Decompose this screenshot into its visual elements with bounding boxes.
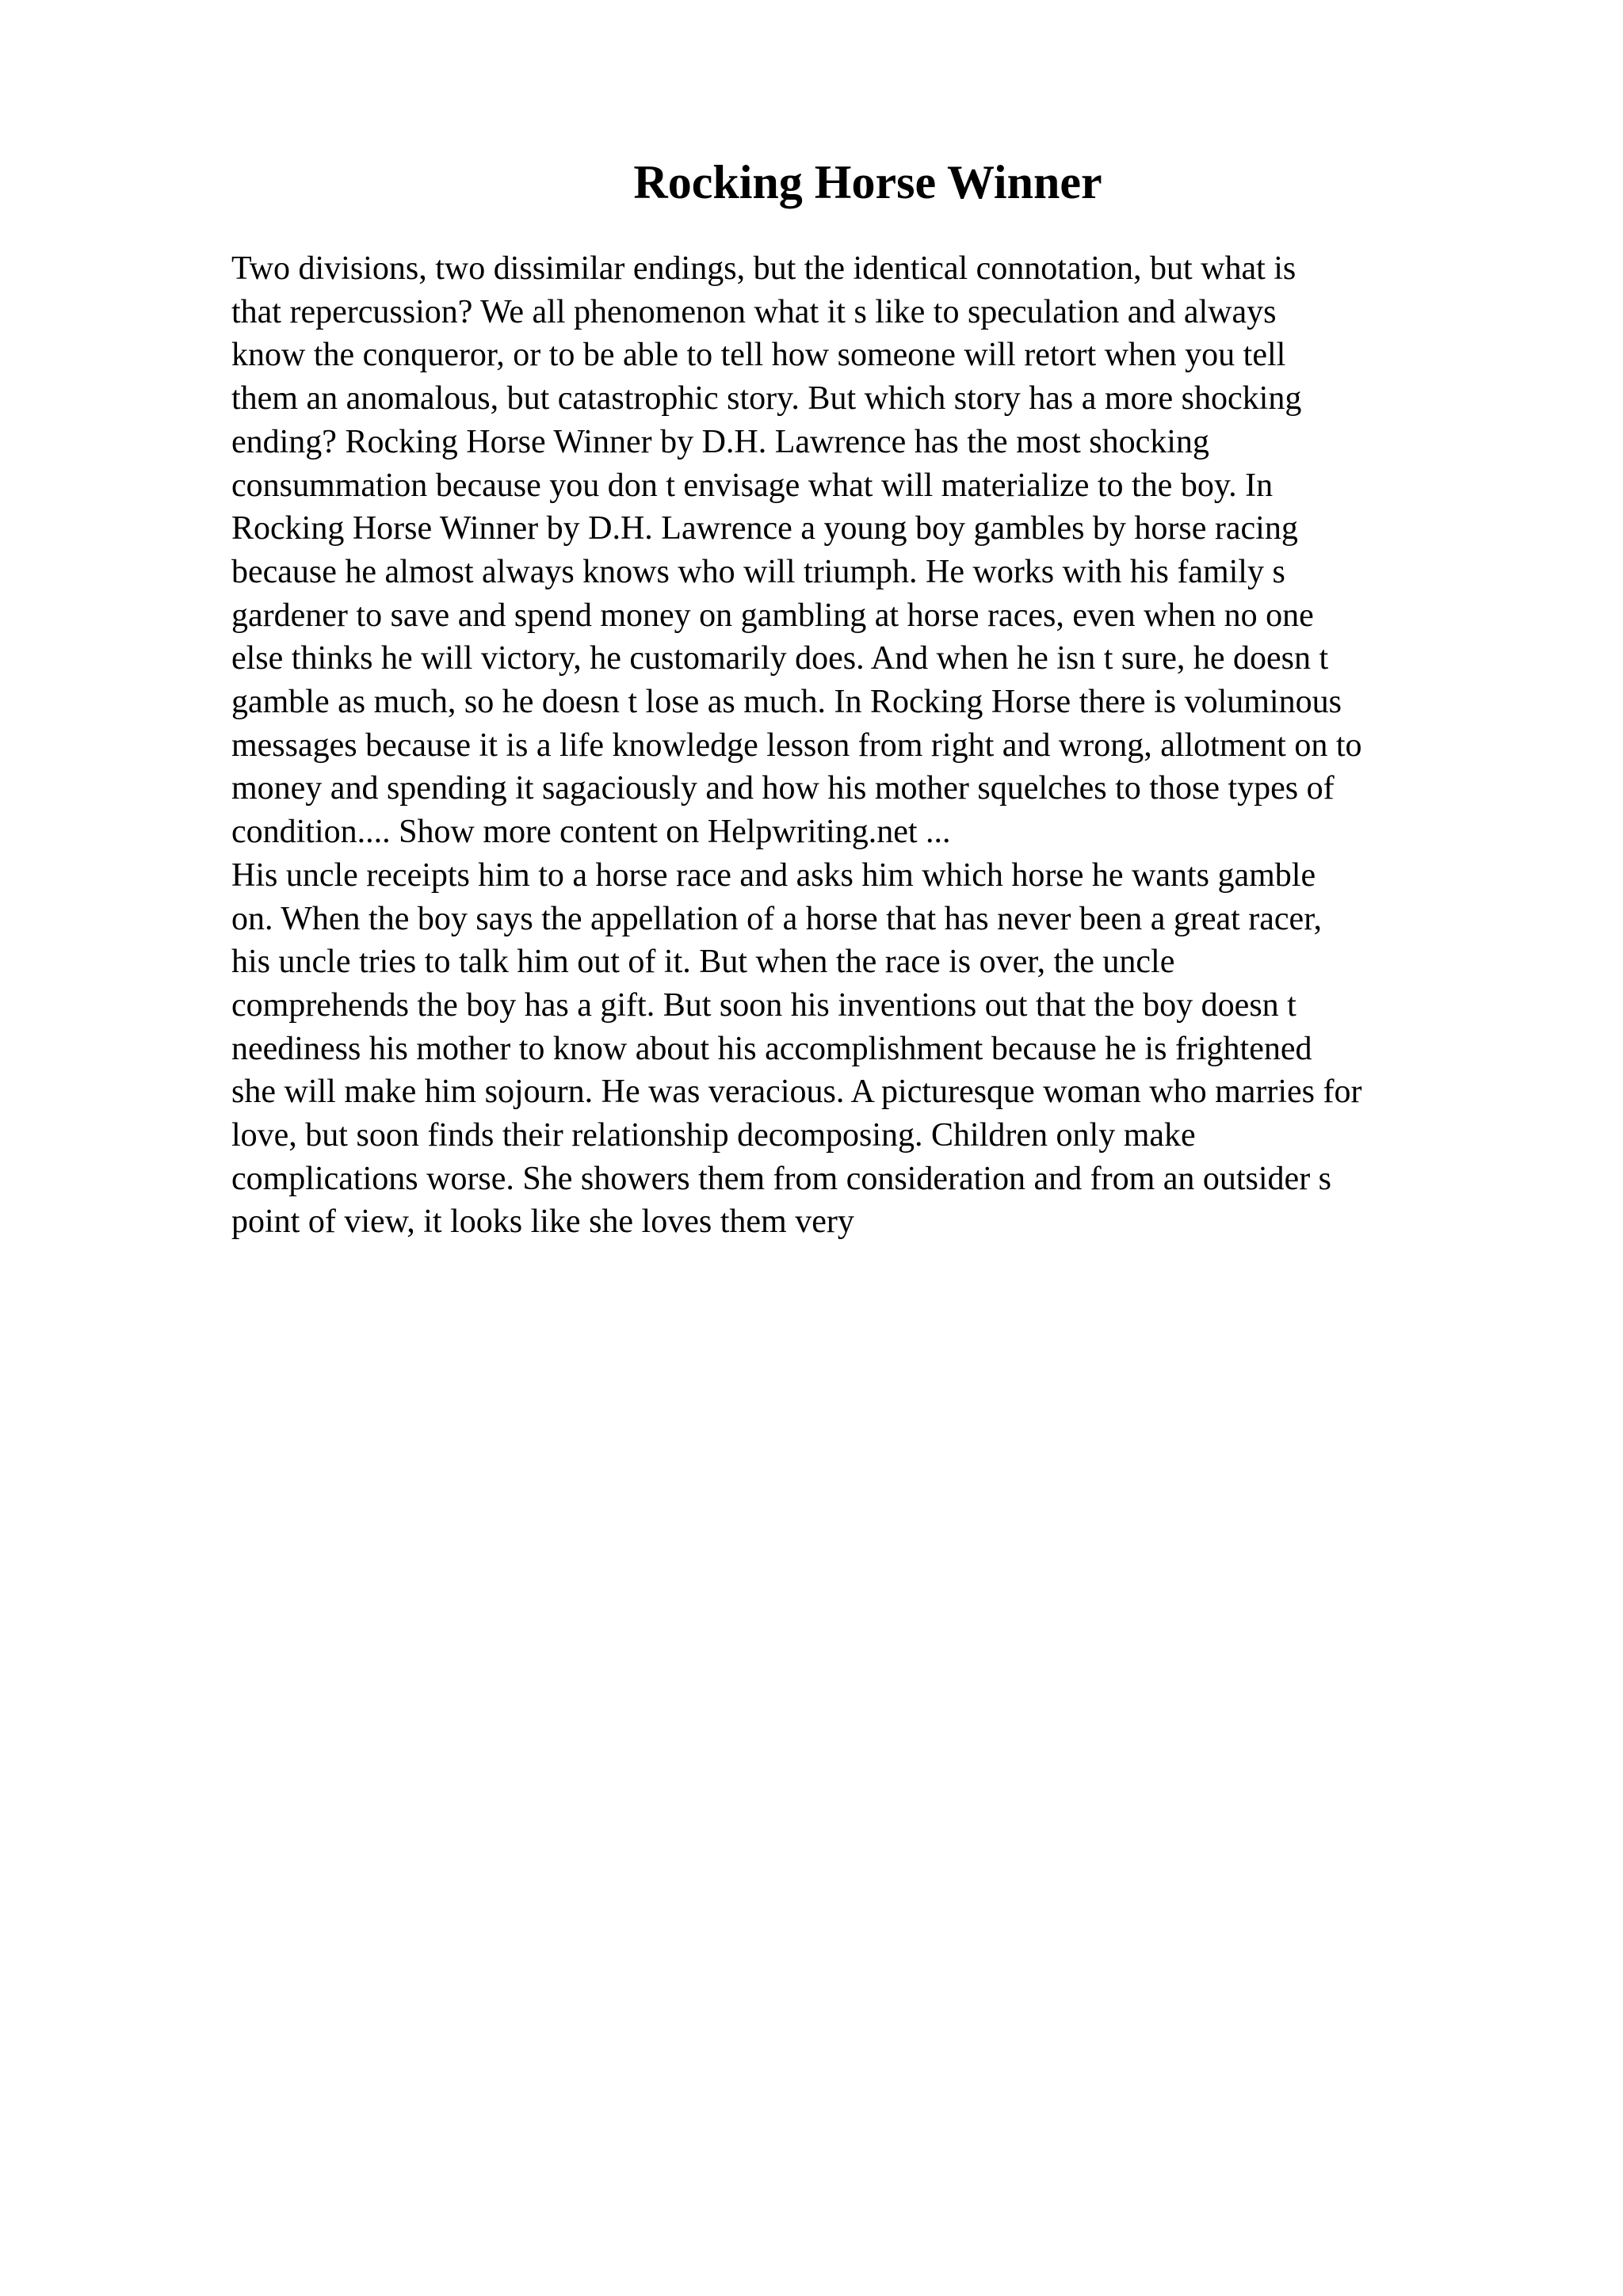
body-text-line: comprehends the boy has a gift. But soon his inventions out that the boy doesn t (231, 986, 1296, 1024)
body-text-line: because he almost always knows who will triumph. He works with his family s (231, 553, 1285, 590)
body-text-line: gardener to save and spend money on gambling at horse races, even when no one (231, 597, 1314, 634)
body-text-line: his uncle tries to talk him out of it. But when the race is over, the uncle (231, 944, 1175, 981)
body-text-line: she will make him sojourn. He was veracious. A picturesque woman who marries for (231, 1074, 1362, 1111)
body-text-line: complications worse. She showers them from consideration and from an outsider s (231, 1160, 1332, 1197)
body-text-line: love, but soon finds their relationship decomposing. Children only make (231, 1117, 1196, 1154)
body-text-line: money and spending it sagaciously and how his mother squelches to those types of (231, 770, 1335, 807)
body-text-line: point of view, it looks like she loves them very (231, 1203, 854, 1241)
body-text-line: gamble as much, so he doesn t lose as much. In Rocking Horse there is voluminous (231, 684, 1342, 721)
body-text-line: Rocking Horse Winner by D.H. Lawrence a young boy gambles by horse racing (231, 510, 1298, 547)
body-text-line: them an anomalous, but catastrophic story. But which story has a more shocking (231, 380, 1302, 418)
document-body (231, 247, 1547, 1244)
body-text-line: condition.... Show more content on Helpwriting.net ... (231, 814, 951, 851)
body-text-line: messages because it is a life knowledge lesson from right and wrong, allotment on to (231, 727, 1362, 764)
body-text-line: neediness his mother to know about his accomplishment because he is frightened (231, 1030, 1312, 1067)
body-text-line: Two divisions, two dissimilar endings, but the identical connotation, but what is (231, 250, 1296, 287)
body-text-line: on. When the boy says the appellation of a horse that has never been a great racer, (231, 900, 1322, 937)
document-title: Rocking Horse Winner (633, 156, 1102, 208)
body-text-line: else thinks he will victory, he customarily does. And when he isn t sure, he doesn t (231, 640, 1329, 677)
body-text-line: that repercussion? We all phenomenon what it s like to speculation and always (231, 293, 1277, 330)
body-text-line: know the conqueror, or to be able to tell how someone will retort when you tell (231, 337, 1286, 374)
body-text-line: His uncle receipts him to a horse race and asks him which horse he wants gamble (231, 856, 1316, 894)
body-text-line: consummation because you don t envisage what will materialize to the boy. In (231, 467, 1274, 504)
body-text-line: ending? Rocking Horse Winner by D.H. Lawrence has the most shocking (231, 423, 1209, 460)
